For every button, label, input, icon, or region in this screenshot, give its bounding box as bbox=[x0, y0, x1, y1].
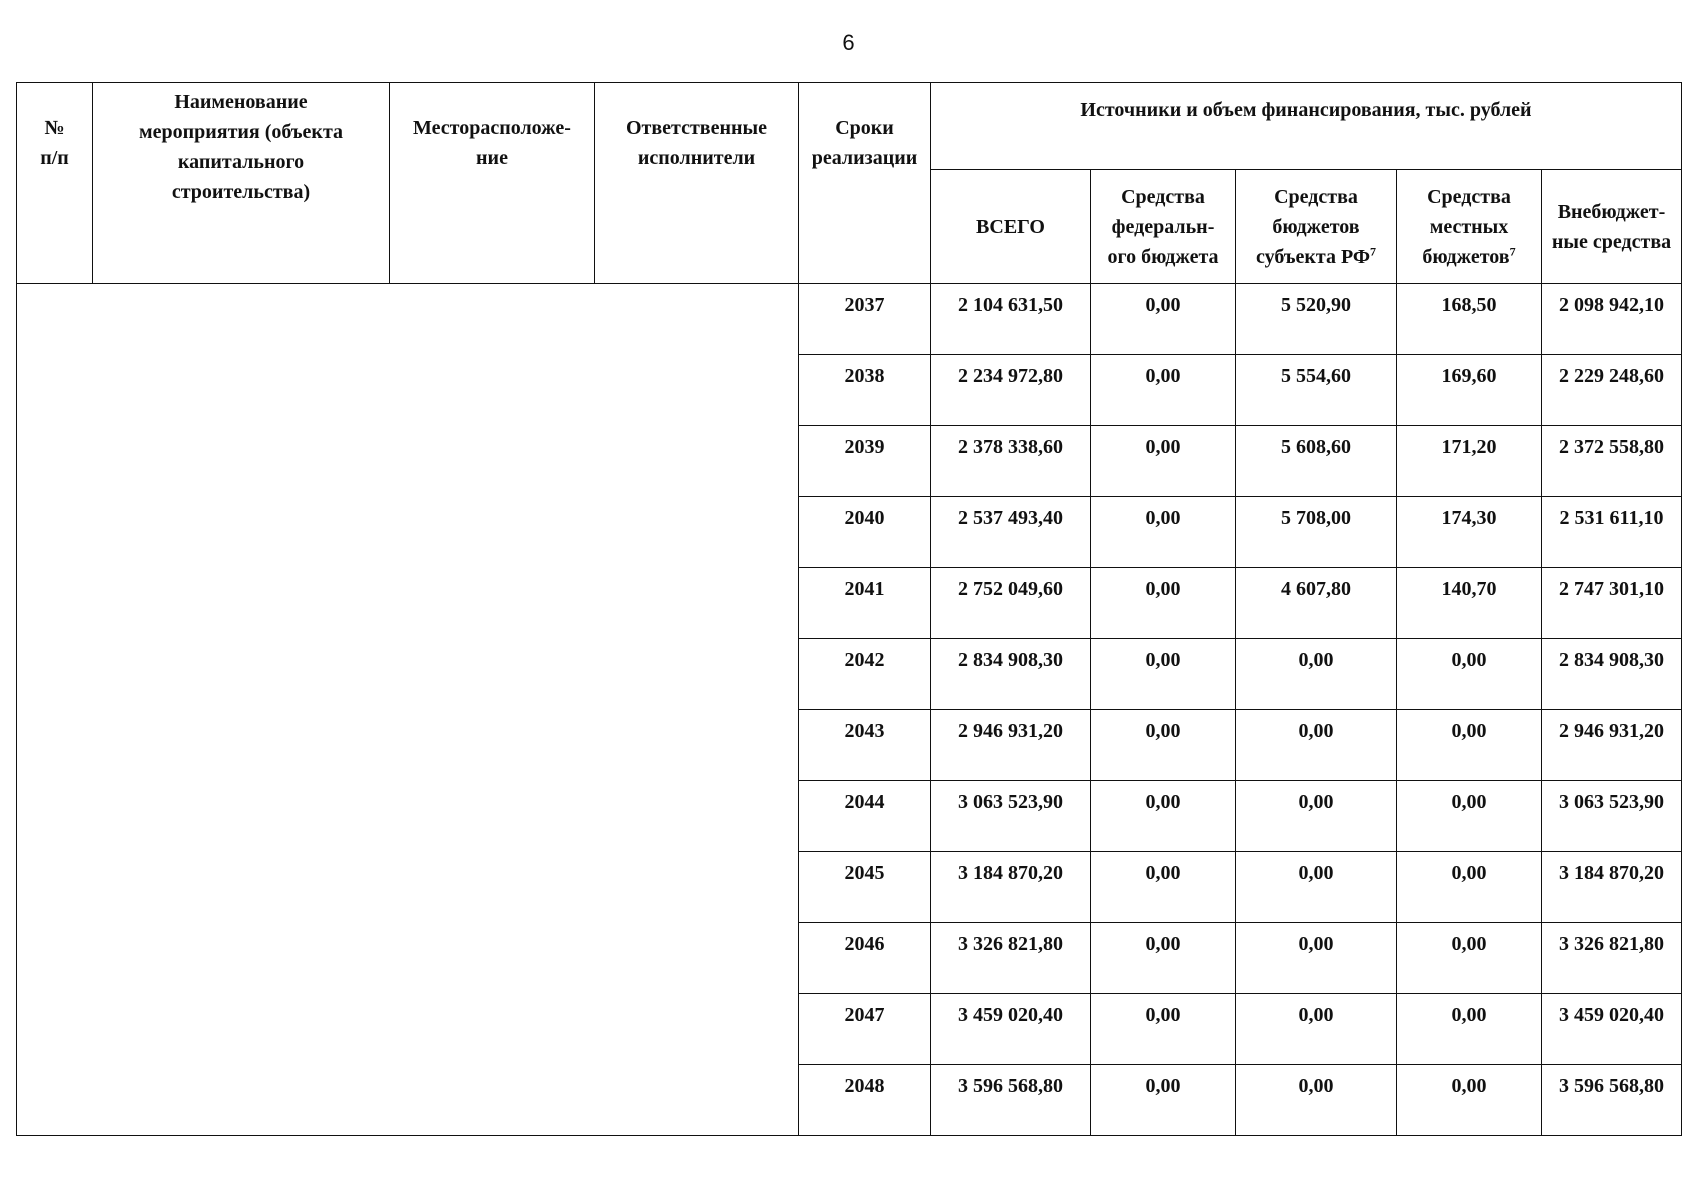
cell-local: 168,50 bbox=[1397, 284, 1542, 355]
cell-federal: 0,00 bbox=[1091, 568, 1236, 639]
cell-federal: 0,00 bbox=[1091, 426, 1236, 497]
cell-local: 0,00 bbox=[1397, 923, 1542, 994]
cell-regional: 0,00 bbox=[1236, 639, 1397, 710]
financing-table bbox=[16, 82, 1682, 1136]
header-line: строительства) bbox=[171, 181, 311, 203]
header-total: ВСЕГО bbox=[931, 170, 1091, 284]
cell-local: 0,00 bbox=[1397, 639, 1542, 710]
cell-extrabudget: 2 747 301,10 bbox=[1542, 568, 1682, 639]
header-line: Наименование bbox=[174, 91, 308, 113]
cell-total: 2 834 908,30 bbox=[931, 639, 1091, 710]
cell-extrabudget: 3 063 523,90 bbox=[1542, 781, 1682, 852]
header-line: п/п bbox=[40, 147, 69, 169]
cell-total: 3 326 821,80 bbox=[931, 923, 1091, 994]
cell-federal: 0,00 bbox=[1091, 497, 1236, 568]
cell-year: 2045 bbox=[799, 852, 931, 923]
cell-federal: 0,00 bbox=[1091, 355, 1236, 426]
cell-local: 140,70 bbox=[1397, 568, 1542, 639]
cell-federal: 0,00 bbox=[1091, 639, 1236, 710]
cell-extrabudget: 3 326 821,80 bbox=[1542, 923, 1682, 994]
cell-federal: 0,00 bbox=[1091, 1065, 1236, 1136]
cell-total: 3 184 870,20 bbox=[931, 852, 1091, 923]
header-line-text: бюджетов bbox=[1422, 245, 1510, 268]
cell-total: 2 234 972,80 bbox=[931, 355, 1091, 426]
header-line: ого бюджета bbox=[1107, 245, 1219, 268]
header-financing-title: Источники и объем финансирования, тыс. рублей bbox=[931, 83, 1682, 170]
cell-regional: 4 607,80 bbox=[1236, 568, 1397, 639]
header-line: Внебюджет- bbox=[1557, 200, 1666, 223]
cell-extrabudget: 2 372 558,80 bbox=[1542, 426, 1682, 497]
cell-regional: 0,00 bbox=[1236, 710, 1397, 781]
header-line-text: субъекта РФ bbox=[1255, 245, 1371, 268]
table-body bbox=[17, 284, 1682, 1136]
cell-federal: 0,00 bbox=[1091, 852, 1236, 923]
cell-year: 2047 bbox=[799, 994, 931, 1065]
cell-regional: 5 520,90 bbox=[1236, 284, 1397, 355]
header-regional bbox=[1236, 170, 1397, 284]
cell-regional: 5 608,60 bbox=[1236, 426, 1397, 497]
cell-year: 2040 bbox=[799, 497, 931, 568]
header-location bbox=[390, 83, 595, 284]
cell-year: 2037 bbox=[799, 284, 931, 355]
cell-local: 0,00 bbox=[1397, 1065, 1542, 1136]
cell-year: 2042 bbox=[799, 639, 931, 710]
cell-extrabudget: 2 834 908,30 bbox=[1542, 639, 1682, 710]
cell-year: 2039 bbox=[799, 426, 931, 497]
header-line: мероприятия (объекта bbox=[138, 121, 344, 143]
header-terms bbox=[799, 83, 931, 284]
cell-local: 0,00 bbox=[1397, 710, 1542, 781]
cell-regional: 0,00 bbox=[1236, 852, 1397, 923]
cell-extrabudget: 2 098 942,10 bbox=[1542, 284, 1682, 355]
cell-total: 3 063 523,90 bbox=[931, 781, 1091, 852]
header-line: Средства bbox=[1121, 185, 1205, 208]
header-row-number bbox=[17, 83, 93, 284]
header-line: федеральн- bbox=[1111, 215, 1215, 238]
cell-extrabudget: 2 946 931,20 bbox=[1542, 710, 1682, 781]
cell-local: 0,00 bbox=[1397, 781, 1542, 852]
cell-extrabudget: 2 531 611,10 bbox=[1542, 497, 1682, 568]
header-federal bbox=[1091, 170, 1236, 284]
empty-merged-cell bbox=[17, 284, 799, 1136]
cell-total: 3 459 020,40 bbox=[931, 994, 1091, 1065]
header-event-name bbox=[93, 83, 390, 284]
cell-regional: 5 708,00 bbox=[1236, 497, 1397, 568]
table-row bbox=[17, 284, 1682, 355]
header-line: Ответственные bbox=[625, 117, 768, 139]
cell-total: 2 378 338,60 bbox=[931, 426, 1091, 497]
cell-year: 2044 bbox=[799, 781, 931, 852]
cell-year: 2048 bbox=[799, 1065, 931, 1136]
cell-extrabudget: 3 596 568,80 bbox=[1542, 1065, 1682, 1136]
table-header bbox=[17, 83, 1682, 284]
cell-year: 2038 bbox=[799, 355, 931, 426]
cell-local: 174,30 bbox=[1397, 497, 1542, 568]
header-line bbox=[1238, 242, 1394, 272]
header-line: Средства bbox=[1274, 185, 1358, 208]
header-line: Сроки bbox=[835, 117, 894, 139]
header-line: Средства bbox=[1427, 185, 1511, 208]
header-executors bbox=[595, 83, 799, 284]
cell-regional: 5 554,60 bbox=[1236, 355, 1397, 426]
cell-total: 2 752 049,60 bbox=[931, 568, 1091, 639]
cell-year: 2043 bbox=[799, 710, 931, 781]
header-line bbox=[1399, 242, 1539, 272]
cell-local: 169,60 bbox=[1397, 355, 1542, 426]
cell-local: 0,00 bbox=[1397, 994, 1542, 1065]
footnote-mark: 7 bbox=[1370, 243, 1377, 258]
page-number: 6 bbox=[842, 30, 855, 55]
cell-extrabudget: 3 184 870,20 bbox=[1542, 852, 1682, 923]
cell-total: 2 946 931,20 bbox=[931, 710, 1091, 781]
cell-total: 2 537 493,40 bbox=[931, 497, 1091, 568]
cell-local: 171,20 bbox=[1397, 426, 1542, 497]
cell-regional: 0,00 bbox=[1236, 994, 1397, 1065]
cell-total: 3 596 568,80 bbox=[931, 1065, 1091, 1136]
cell-federal: 0,00 bbox=[1091, 781, 1236, 852]
cell-year: 2046 bbox=[799, 923, 931, 994]
cell-total: 2 104 631,50 bbox=[931, 284, 1091, 355]
header-extrabudget bbox=[1542, 170, 1682, 284]
header-line: реализации bbox=[811, 147, 918, 169]
cell-federal: 0,00 bbox=[1091, 994, 1236, 1065]
cell-regional: 0,00 bbox=[1236, 923, 1397, 994]
header-line: местных bbox=[1429, 215, 1509, 238]
cell-extrabudget: 3 459 020,40 bbox=[1542, 994, 1682, 1065]
cell-year: 2041 bbox=[799, 568, 931, 639]
header-line: исполнители bbox=[637, 147, 756, 169]
cell-regional: 0,00 bbox=[1236, 781, 1397, 852]
header-line: № bbox=[44, 117, 65, 139]
cell-federal: 0,00 bbox=[1091, 923, 1236, 994]
cell-extrabudget: 2 229 248,60 bbox=[1542, 355, 1682, 426]
footnote-mark: 7 bbox=[1509, 243, 1516, 258]
header-local bbox=[1397, 170, 1542, 284]
cell-regional: 0,00 bbox=[1236, 1065, 1397, 1136]
cell-federal: 0,00 bbox=[1091, 284, 1236, 355]
header-line: бюджетов bbox=[1272, 215, 1360, 238]
header-line: ние bbox=[476, 147, 508, 169]
header-line: капитального bbox=[177, 151, 305, 173]
header-line: Месторасположе- bbox=[413, 117, 571, 139]
cell-federal: 0,00 bbox=[1091, 710, 1236, 781]
header-line: ные средства bbox=[1551, 230, 1672, 253]
cell-local: 0,00 bbox=[1397, 852, 1542, 923]
